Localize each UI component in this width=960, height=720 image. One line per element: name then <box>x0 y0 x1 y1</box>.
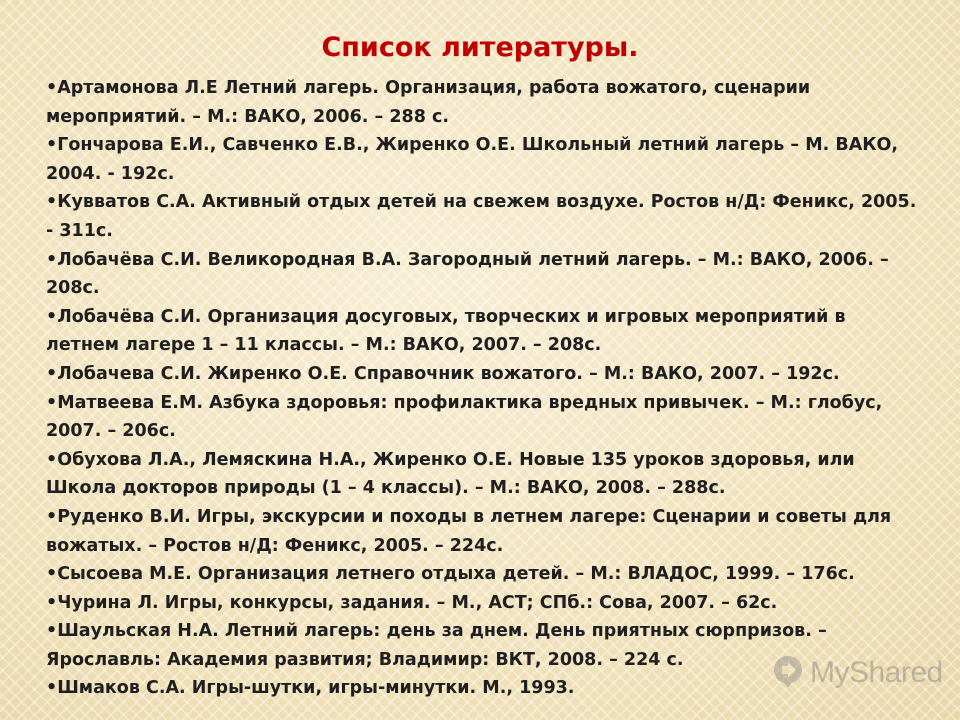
reference-item <box>46 131 938 188</box>
bullet: • <box>46 78 58 98</box>
reference-text: Шмаков С.А. Игры-шутки, игры-минутки. М., 1993. <box>57 678 575 699</box>
reference-text: Руденко В.И. Игры, экскурсии и походы в летнем лагере: Сценарии и советы для вожатых. – Ростов н/Д: Феникс, 2005. – 224с. <box>46 506 892 556</box>
reference-text: Матвеева Е.М. Азбука здоровья: профилактика вредных привычек. – М.: глобус, 2007. – 206с. <box>46 392 883 442</box>
myshared-logo-icon <box>770 654 806 690</box>
bullet: • <box>46 392 58 413</box>
reference-text: Кувватов С.А. Активный отдых детей на свежем воздухе. Ростов н/Д: Феникс, 2005. - 311с. <box>46 192 917 241</box>
bullet: • <box>46 592 58 613</box>
bullet: • <box>46 306 58 327</box>
bullet: • <box>46 249 58 270</box>
reference-text: Лобачёва С.И. Организация досуговых, творческих и игровых мероприятий в летнем лагере 1 – 11 классы. – М.: ВАКО, 2007. – 208с. <box>46 306 846 356</box>
watermark-text: MyShared <box>810 656 943 689</box>
reference-item <box>46 589 938 618</box>
reference-item <box>46 503 938 560</box>
reference-text: Гончарова Е.И., Савченко Е.В., Жиренко О.Е. Школьный летний лагерь – М. ВАКО, 2004. - 192с. <box>46 135 899 184</box>
reference-text: Сысоева М.Е. Организация летнего отдыха детей. – М.: ВЛАДОС, 1999. – 176с. <box>57 564 855 585</box>
reference-item <box>46 446 938 503</box>
bullet: • <box>46 506 58 527</box>
bullet: • <box>46 678 58 699</box>
reference-item <box>46 246 938 303</box>
reference-item <box>46 188 938 245</box>
reference-text: Артамонова Л.Е Летний лагерь. Организация, работа вожатого, сценарии мероприятий. – М.: ВАКО, 2006. – 288 с. <box>46 78 811 127</box>
reference-item <box>46 560 938 589</box>
bullet: • <box>46 449 58 470</box>
bullet: • <box>46 363 58 384</box>
reference-list <box>46 74 938 703</box>
reference-text: Лобачева С.И. Жиренко О.Е. Справочник вожатого. – М.: ВАКО, 2007. – 192с. <box>57 363 840 384</box>
bullet: • <box>46 621 58 642</box>
reference-item <box>46 360 938 389</box>
reference-text: Обухова Л.А., Лемяскина Н.А., Жиренко О.Е. Новые 135 уроков здоровья, или Школа докторов природы (1 – 4 классы). – М.: ВАКО, 2008. – 288с. <box>46 449 855 499</box>
reference-text: Шаульская Н.А. Летний лагерь: день за днем. День приятных сюрпризов. – Ярославль: Академия развития; Владимир: ВКТ, 2008. – 224 с. <box>46 621 827 670</box>
reference-item <box>46 74 938 131</box>
reference-text: Чурина Л. Игры, конкурсы, задания. – М., АСТ; СПб.: Сова, 2007. – 62с. <box>57 592 778 613</box>
slide-title: Список литературы. <box>321 32 639 63</box>
myshared-watermark <box>770 653 943 693</box>
reference-text: Лобачёва С.И. Великородная В.А. Загородный летний лагерь. – М.: ВАКО, 2006. – 208с. <box>46 249 889 299</box>
bullet: • <box>46 135 58 156</box>
bullet: • <box>46 192 58 213</box>
reference-item <box>46 303 938 360</box>
bullet: • <box>46 564 58 585</box>
reference-item <box>46 389 938 446</box>
